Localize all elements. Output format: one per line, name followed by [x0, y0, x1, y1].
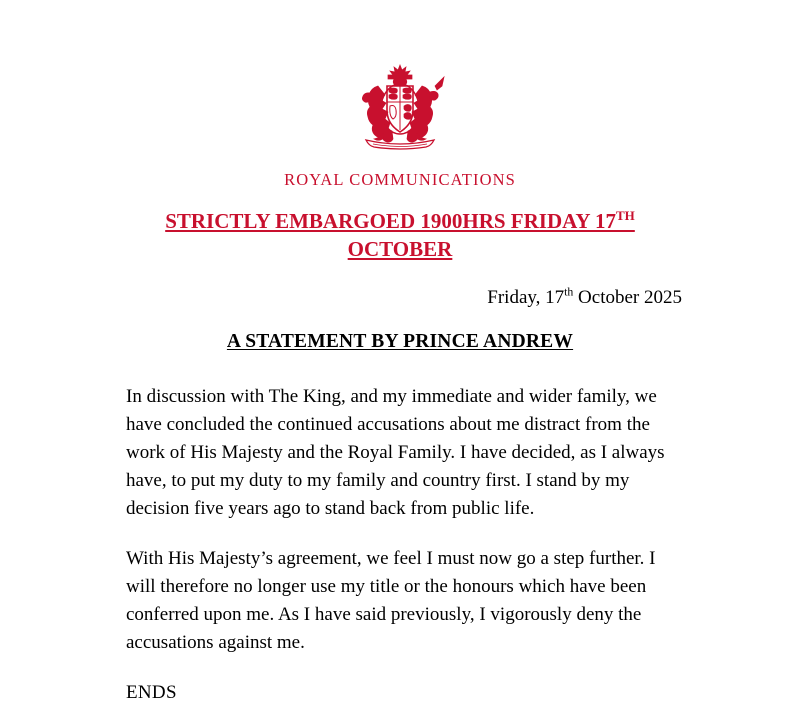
ends-marker: ENDS — [126, 681, 177, 703]
masthead-title: ROYAL COMMUNICATIONS — [284, 170, 516, 189]
embargo-notice — [120, 208, 680, 263]
royal-coat-of-arms-icon — [340, 62, 460, 158]
dateline — [0, 287, 800, 309]
embargo-line-2: OCTOBER — [347, 236, 453, 261]
dateline-prefix: Friday, 17 — [487, 287, 565, 309]
embargo-line-1: STRICTLY EMBARGOED 1900HRS FRIDAY 17 — [165, 209, 616, 233]
statement-heading: A STATEMENT BY PRINCE ANDREW — [226, 331, 574, 353]
dateline-suffix: October 2025 — [573, 287, 682, 309]
paragraph-2: With His Majesty’s agreement, we feel I must now go a step further. I will therefore no longer use my title or the honours which have been conferred upon me. As I have said previously, I vigorously deny the accusations against me. — [126, 548, 656, 653]
embargo-ordinal-suffix: TH — [616, 208, 635, 223]
statement-body — [126, 383, 674, 706]
dateline-ordinal-suffix: th — [564, 286, 574, 300]
crest-container — [0, 0, 800, 158]
paragraph-1: In discussion with The King, and my immediate and wider family, we have concluded the continued accusations about me distract from the work of His Majesty and the Royal Family. I have decided, as I always have, to put my duty to my family and country first. I stand by my decision five years ago to stand back from public life. — [126, 386, 665, 520]
